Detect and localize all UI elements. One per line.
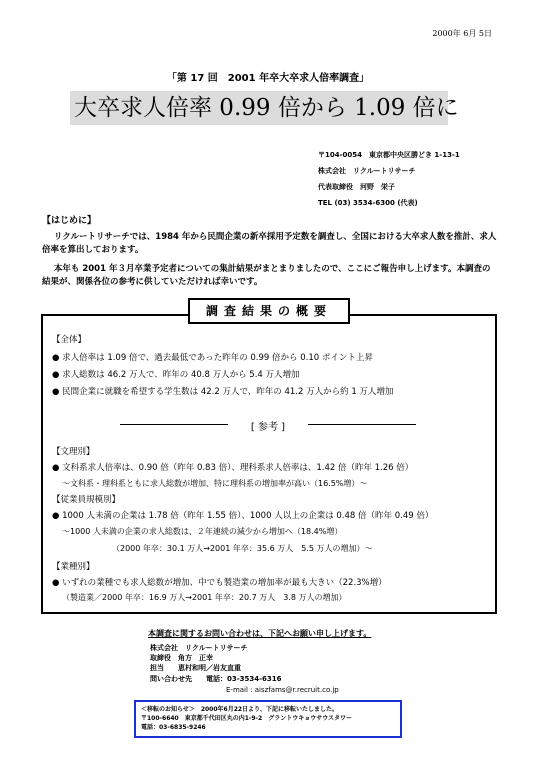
industry-heading: 【業種別】 xyxy=(52,562,95,572)
divider-line xyxy=(308,424,416,425)
bunri-note: ～文科系・理科系ともに求人総数が増加、特に理科系の増加率が高い（16.5%増）～ xyxy=(62,479,368,488)
size-note: ～1000 人未満の企業の求人総数は、２年連続の減少から増加へ（18.4%増） xyxy=(62,527,343,536)
summary-title: 調査結果の概要 xyxy=(188,298,350,324)
size-note: （2000 年卒：30.1 万人→2001 年卒：35.6 万人 5.5 万人の増加）～ xyxy=(112,544,373,553)
contact-line: 担当 恵村和明／岩友直重 xyxy=(150,664,241,672)
industry-item: ● いずれの業種でも求人総数が増加、中でも製造業の増加率が最も大きい（22.3%増） xyxy=(52,578,387,588)
contact-line: 取締役 角方 正幸 xyxy=(150,654,213,662)
notice-line: 〒100-6640 東京都千代田区丸の内1-9-2 グラントウキョウサウスタワー xyxy=(141,715,353,722)
reference-label: [ 参考 ] xyxy=(250,422,286,433)
size-item: ● 1000 人未満の企業は 1.78 倍（昨年 1.55 倍）、1000 人以上の企業は 0.48 倍（昨年 0.49 倍） xyxy=(52,511,434,521)
divider-line xyxy=(120,424,228,425)
reference-divider xyxy=(120,418,416,433)
size-heading: 【従業員規模別】 xyxy=(52,495,121,505)
contact-email: E-mail : aiszfams@r.recruit.co.jp xyxy=(226,686,339,694)
contact-line: 株式会社 リクルートリサーチ xyxy=(150,644,248,652)
industry-note: （製造業／2000 年卒：16.9 万人→2001 年卒：20.7 万人 3.8 万人の増加） xyxy=(62,593,347,602)
company-name: 株式会社 リクルートリサーチ xyxy=(318,167,416,175)
intro-paragraph: 本年も 2001 年３月卒業予定者についての集計結果がまとまりましたので、ここにご報告申し上げます。本調査の結果が、関係各位の参考に供していただければ幸いです。 xyxy=(42,264,491,287)
notice-line: ＜移転のお知らせ＞ 2000年6月22日より、下記に移転いたしました。 xyxy=(141,706,339,713)
address-line: 〒104-0054 東京都中央区勝どき 1-13-1 xyxy=(318,151,460,159)
overall-item: ● 民間企業に就職を希望する学生数は 42.2 万人で、昨年の 41.2 万人から約 1 万人増加 xyxy=(52,387,394,397)
survey-subtitle: 「第 17 回 2001 年卒大卒求人倍率調査」 xyxy=(166,73,370,84)
contact-heading: 本調査に関するお問い合わせは、下記へお願い申し上げます。 xyxy=(148,629,372,638)
telephone: TEL (03) 3534-6300 (代表) xyxy=(318,199,418,207)
overall-heading: 【全体】 xyxy=(52,335,87,345)
headline: 大卒求人倍率 0.99 倍から 1.09 倍に xyxy=(70,91,448,125)
relocation-notice xyxy=(134,700,402,738)
bunri-heading: 【文理別】 xyxy=(52,447,95,457)
intro-paragraph: リクルートリサーチでは、1984 年から民間企業の新卒採用予定数を調査し、全国における大卒求人数を推計、求人倍率を算出しております。 xyxy=(42,232,497,255)
contact-line: 問い合わせ先 電話：03-3534-6316 xyxy=(150,675,282,683)
bunri-item: ● 文科系求人倍率は、0.90 倍（昨年 0.83 倍）、理科系求人倍率は、1.42 倍（昨年 1.26 倍） xyxy=(52,463,414,473)
document-date: 2000年 6月 5日 xyxy=(432,29,492,38)
overall-item: ● 求人総数は 46.2 万人で、昨年の 40.8 万人から 5.4 万人増加 xyxy=(52,370,300,380)
intro-heading: 【はじめに】 xyxy=(42,216,97,226)
representative: 代表取締役 河野 栄子 xyxy=(318,183,395,191)
overall-item: ● 求人倍率は 1.09 倍で、過去最低であった昨年の 0.99 倍から 0.10 ポイント上昇 xyxy=(52,353,373,363)
notice-line: 電話：03-6835-9246 xyxy=(141,724,206,731)
